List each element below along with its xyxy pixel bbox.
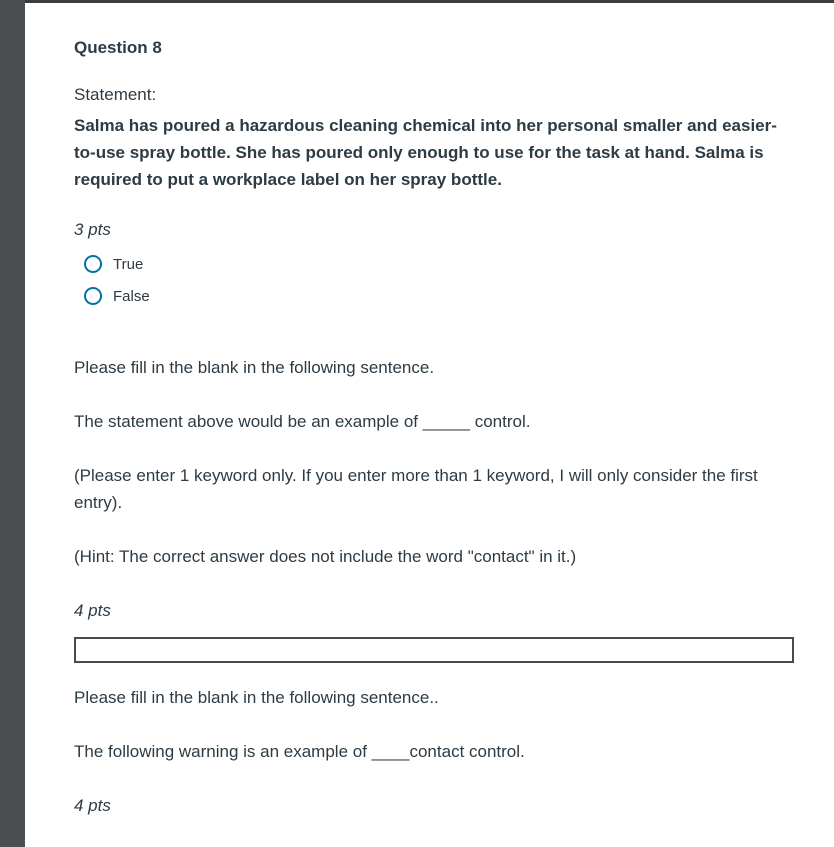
radio-false[interactable]	[84, 287, 102, 305]
fill-blank-2-instruction: Please fill in the blank in the following sentence..	[74, 688, 439, 707]
fill-blank-1-instruction: Please fill in the blank in the following sentence.	[74, 358, 435, 377]
statement-label: Statement:	[74, 85, 157, 104]
question-title: Question 8	[74, 38, 162, 57]
option-false-label[interactable]: False	[113, 287, 150, 305]
option-true-label[interactable]: True	[113, 255, 144, 273]
fill-blank-1-note: (Please enter 1 keyword only. If you enter more than 1 keyword, I will only consider the first entry).	[74, 466, 758, 512]
option-true[interactable]	[84, 255, 143, 273]
statement-text: Salma has poured a hazardous cleaning chemical into her personal smaller and easier-to-use spray bottle. She has poured only enough to use for the task at hand. Salma is required to put a workplace label on her spray bottle.	[74, 116, 777, 189]
points-label-3: 4 pts	[74, 796, 111, 815]
points-label-2: 4 pts	[74, 601, 111, 620]
points-label: 3 pts	[74, 220, 111, 239]
fill-blank-1-hint: (Hint: The correct answer does not include the word "contact" in it.)	[74, 547, 577, 566]
fill-blank-1-sentence: The statement above would be an example of _____ control.	[74, 412, 531, 431]
answer-input[interactable]	[74, 637, 794, 663]
top-border	[25, 0, 834, 3]
left-scroll-gutter	[0, 0, 25, 847]
option-false[interactable]	[84, 287, 150, 305]
radio-true[interactable]	[84, 255, 102, 273]
fill-blank-2-sentence: The following warning is an example of ____contact control.	[74, 742, 525, 761]
